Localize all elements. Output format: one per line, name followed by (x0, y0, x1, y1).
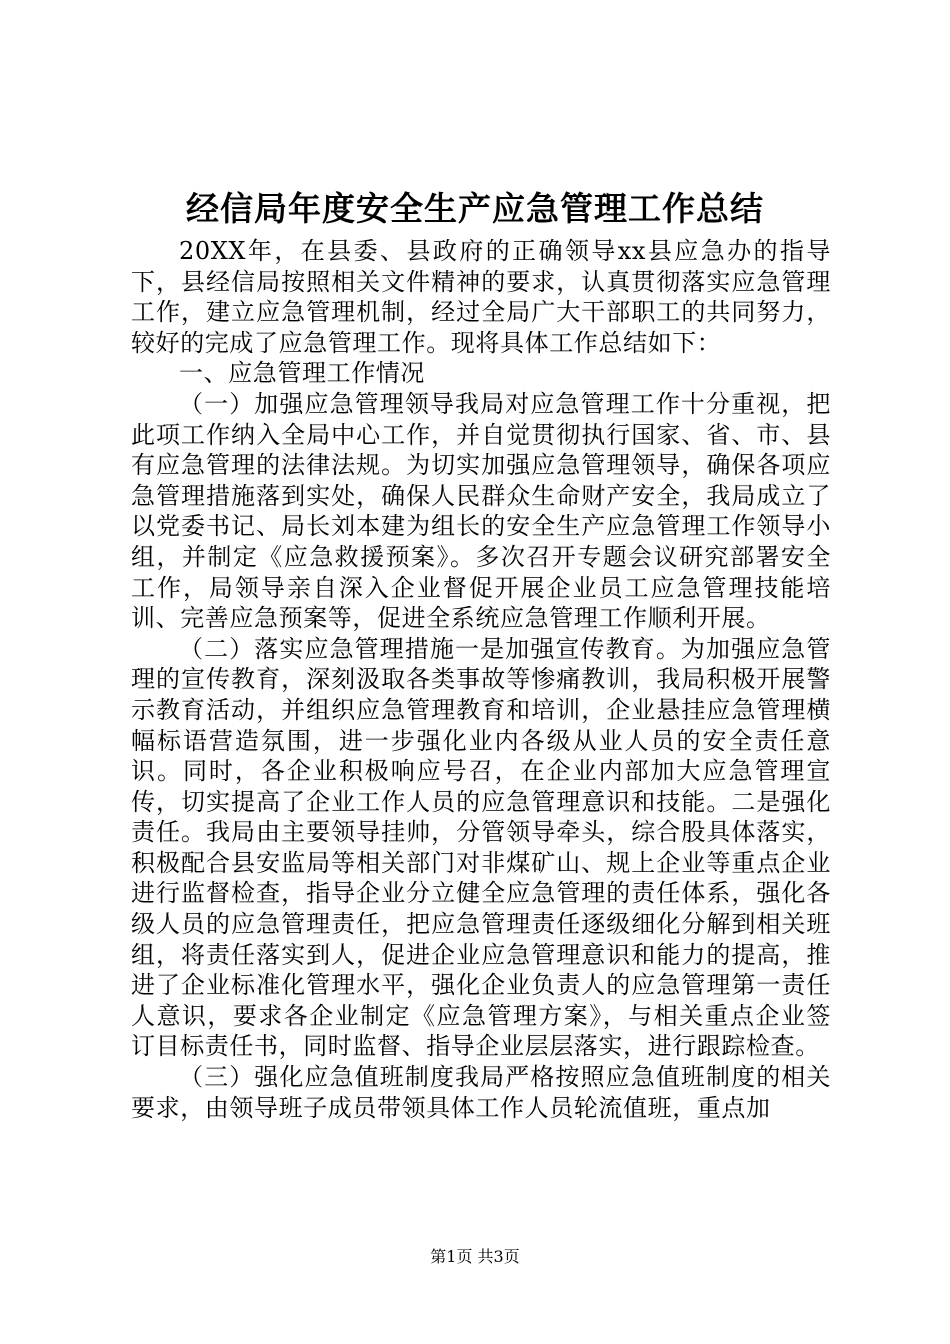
paragraph-section-1-3: （三）强化应急值班制度我局严格按照应急值班制度的相关要求，由领导班子成员带领具体工作人员轮流值班，重点加 (131, 1063, 831, 1122)
paragraph-intro: 20XX年，在县委、县政府的正确领导xx县应急办的指导下，县经信局按照相关文件精神的要求，认真贯彻落实应急管理工作，建立应急管理机制，经过全局广大干部职工的共同努力，较好的完成了应急管理工作。现将具体工作总结如下： (131, 237, 831, 357)
paragraph-section-1-2: （二）落实应急管理措施一是加强宣传教育。为加强应急管理的宣传教育，深刻汲取各类事故等惨痛教训，我局积极开展警示教育活动，并组织应急管理教育和培训，企业悬挂应急管理横幅标语营造氛围，进一步强化业内各级从业人员的安全责任意识。同时，各企业积极响应号召，在企业内部加大应急管理宣传，切实提高了企业工作人员的应急管理意识和技能。二是强化责任。我局由主要领导挂帅，分管领导牵头，综合股具体落实，积极配合县安监局等相关部门对非煤矿山、规上企业等重点企业进行监督检查，指导企业分立健全应急管理的责任体系，强化各级人员的应急管理责任，把应急管理责任逐级细化分解到相关班组，将责任落实到人，促进企业应急管理意识和能力的提高，推进了企业标准化管理水平，强化企业负责人的应急管理第一责任人意识，要求各企业制定《应急管理方案》，与相关重点企业签订目标责任书，同时监督、指导企业层层落实，进行跟踪检查。 (131, 634, 831, 1061)
paragraph-section-1-1: （一）加强应急管理领导我局对应急管理工作十分重视，把此项工作纳入全局中心工作，并自觉贯彻执行国家、省、市、县有应急管理的法律法规。为切实加强应急管理领导，确保各项应急管理措施落到实处，确保人民群众生命财产安全，我局成立了以党委书记、局长刘本建为组长的安全生产应急管理工作领导小组，并制定《应急救援预案》。多次召开专题会议研究部署安全工作，局领导亲自深入企业督促开展企业员工应急管理技能培训、完善应急预案等，促进全系统应急管理工作顺利开展。 (131, 389, 831, 633)
section-heading-1: 一、应急管理工作情况 (179, 359, 425, 388)
document-body (131, 236, 831, 1123)
page-footer: 第1页 共3页 (430, 1247, 520, 1266)
document-title: 经信局年度安全生产应急管理工作总结 (186, 189, 764, 228)
